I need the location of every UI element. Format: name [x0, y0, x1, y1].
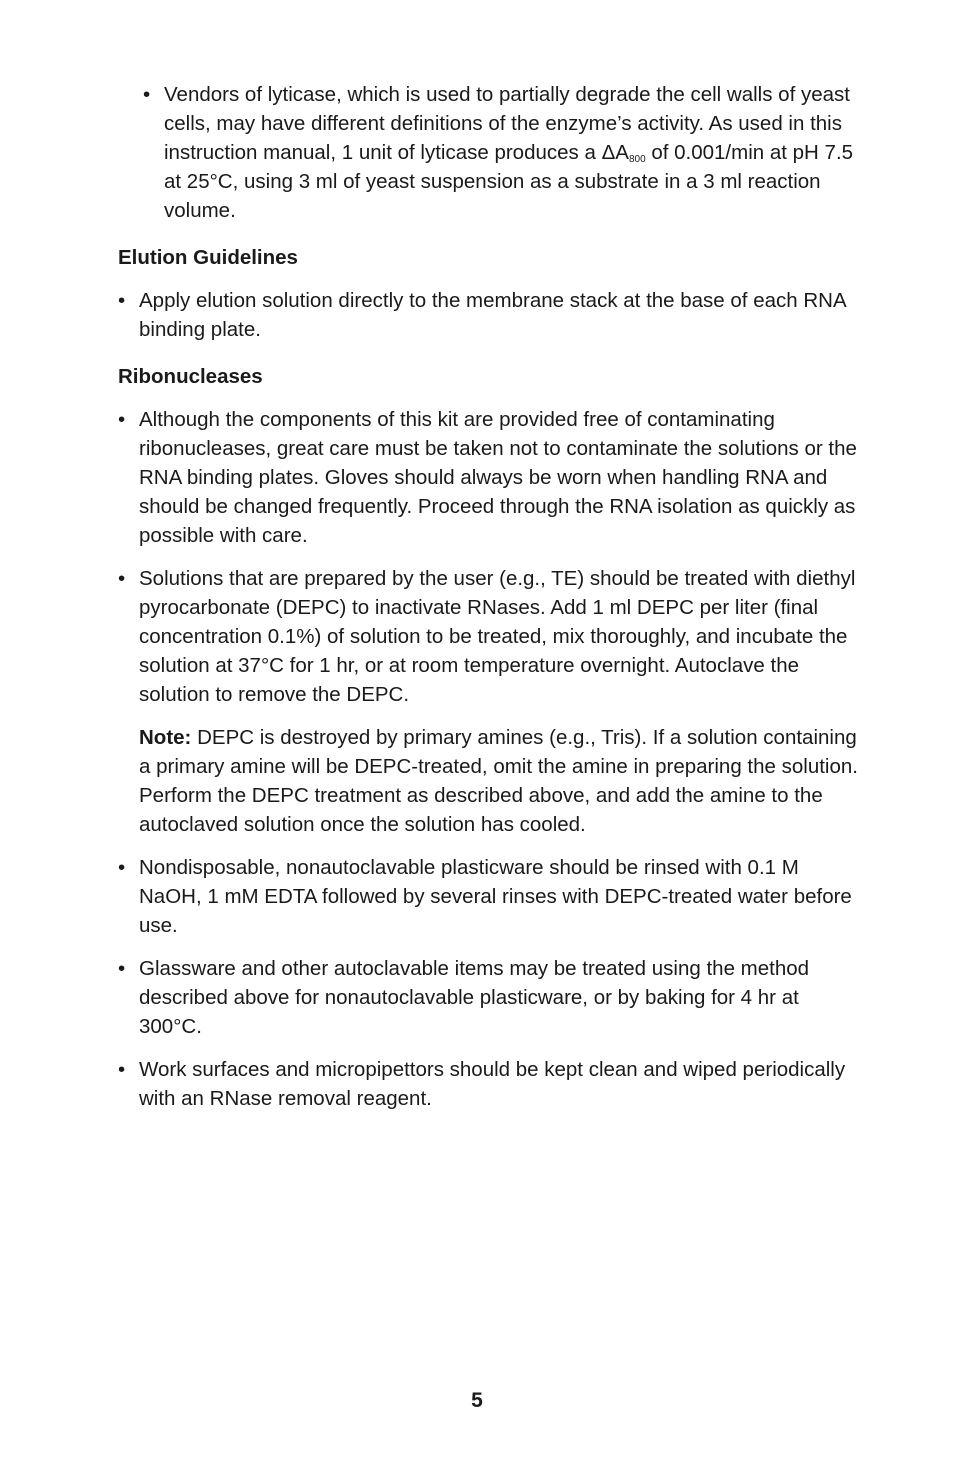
bullet-dot: •: [118, 856, 126, 879]
elution-bullet-text: Apply elution solution directly to the membrane stack at the base of each RNA binding plate.: [139, 289, 846, 341]
bullet-dot: •: [143, 83, 151, 106]
bullet-dot: •: [118, 289, 126, 312]
lyticase-text-end: of 0.001/min at pH 7.5 at 25°C, using 3 ml of yeast suspension as a substrate in a 3 ml reaction volume.: [164, 141, 854, 222]
ribonuclease-bullet-2-text: Solutions that are prepared by the user (e.g., TE) should be treated with diethyl pyrocarbonate (DEPC) to inactivate RNases. Add 1 ml DEPC per liter (final concentration 0.1%) of solution to be treated, mix thoroughly, and incubate the solution at 37°C for 1 hr, or at room temperature overnight. Autoclave the solution to remove the DEPC.: [139, 567, 856, 706]
delta-a-subscript: 800: [628, 154, 646, 165]
page-number: 5: [471, 1389, 483, 1412]
lyticase-bullet: [143, 80, 858, 225]
ribonuclease-bullet-4: [118, 954, 858, 1041]
ribonuclease-bullet-4-text: Glassware and other autoclavable items may be treated using the method described above for nonautoclavable plasticware, or by baking for 4 hr at 300°C.: [139, 957, 810, 1038]
delta-a-symbol: ΔA: [601, 141, 629, 164]
elution-bullet: [118, 286, 858, 344]
ribonuclease-bullet-2: [118, 564, 858, 709]
note-label: Note:: [139, 726, 192, 749]
lyticase-text-start: Vendors of lyticase, which is used to partially degrade the cell walls of yeast cells, may have different definitions of the enzyme’s activity. As used in this instruction manual, 1 unit of lyticase produces a: [164, 83, 850, 164]
bullet-dot: •: [118, 957, 126, 980]
ribonuclease-bullet-3-text: Nondisposable, nonautoclavable plasticware should be rinsed with 0.1 M NaOH, 1 mM EDTA followed by several rinses with DEPC-treated water before use.: [139, 856, 852, 937]
bullet-dot: •: [118, 1058, 126, 1081]
ribonuclease-bullet-1: [118, 405, 858, 550]
note-text: DEPC is destroyed by primary amines (e.g., Tris). If a solution containing a primary amine will be DEPC-treated, omit the amine in preparing the solution. Perform the DEPC treatment as described above, and add the amine to the autoclaved solution once the solution has cooled.: [139, 726, 858, 836]
depc-note: [118, 723, 858, 839]
bullet-dot: •: [118, 567, 126, 590]
ribonuclease-bullet-1-text: Although the components of this kit are provided free of contaminating ribonucleases, great care must be taken not to contaminate the solutions or the RNA binding plates. Gloves should always be worn when handling RNA and should be changed frequently. Proceed through the RNA isolation as quickly as possible with care.: [139, 408, 857, 547]
ribonuclease-bullet-5-text: Work surfaces and micropipettors should be kept clean and wiped periodically with an RNase removal reagent.: [139, 1058, 846, 1110]
page-content: [118, 80, 858, 1127]
bullet-dot: •: [118, 408, 126, 431]
ribonucleases-heading: Ribonucleases: [118, 365, 263, 388]
ribonuclease-bullet-3: [118, 853, 858, 940]
elution-heading: Elution Guidelines: [118, 246, 298, 269]
ribonuclease-bullet-5: [118, 1055, 858, 1113]
